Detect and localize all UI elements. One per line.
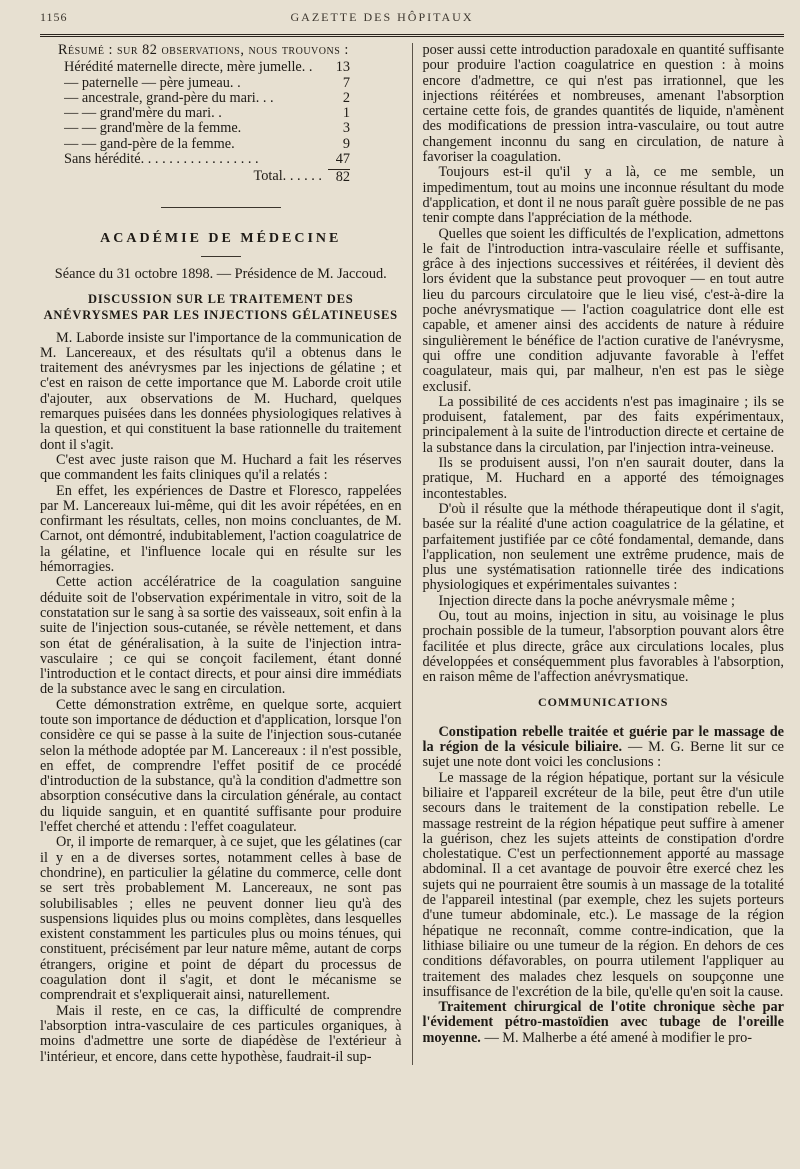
communications-title: COMMUNICATIONS xyxy=(538,695,669,710)
summary-total-value: 82 xyxy=(328,169,350,185)
left-column xyxy=(40,43,402,1065)
summary-label: — — grand'mère de la femme. xyxy=(64,121,242,137)
article-paragraph: Ils se produisent aussi, l'on n'en saurait douter, dans la pratique, M. Huchard en a apporté des témoignages incontestables. xyxy=(422,455,784,502)
communication-heading: Traitement chirurgical de l'otite chronique sèche par l'évidement pétro-mastoïdien avec tubage de l'oreille moyenne. xyxy=(422,999,784,1046)
communication-author: — M. Malherbe a été amené à modifier le pro- xyxy=(484,1029,752,1046)
communication-body: Le massage de la région hépatique, portant sur la vésicule biliaire et l'appareil excréteur de la bile, peut être d'un utile secours dans le traitement de la constipation rebelle. Le massage restreint de la région hépatique peut suffire à amener la guérison, chez les sujets atteints de constipation d'ordre cholestatique. C'est un perfectionnement apporté au massage abdominal. Il a cet avantage de pouvoir être exercé chez les sujets qui ne pourraient être soumis à un massage de la totalité de l'appareil intestinal (par exemple, chez les sujets porteurs d'une tumeur abdominale, etc.). Le massage de la région hépatique ne reconnaît, comme contre-indication, que la lithiase biliaire ou une tumeur de la région. En dehors de ces conditions défavorables, on pourra utilement l'appliquer au traitement des malades chez lesquels on soupçonne une insuffisance de l'excrétion de la bile, qu'elle qu'en soit la cause. xyxy=(422,769,784,1000)
summary-label: — — gand-père de la femme. xyxy=(64,136,235,152)
article-paragraph: D'où il résulte que la méthode thérapeutique dont il s'agit, basée sur la réalité d'une action coagulatrice de la gélatine, et parfaitement justifiée par ce côté fondamental, demande, dans l'application, non seulement une extrême prudence, mais de plus une systématisation rationnelle tirée des indications physiologiques et expérimentales suivantes : xyxy=(422,500,784,594)
summary-row xyxy=(64,60,350,75)
summary-label: — ancestrale, grand-père du mari. . . xyxy=(64,90,274,106)
summary-total-label: Total. . . . . . xyxy=(253,169,322,185)
session-line: Séance du 31 octobre 1898. — Présidence de M. Jaccoud. xyxy=(54,266,387,283)
article-paragraph: En effet, les expériences de Dastre et Floresco, rappelées par M. Lancereaux lui-même, qui dit les avoir répétées, en en confirmant les résultats, celles, non moins concluantes, de M. Carnot, ont démontré, indubitablement, l'action coagulatrice de la gélatine, et l'influence locale qui en résulte sur les hémorragies. xyxy=(40,482,402,576)
article-paragraph: Quelles que soient les difficultés de l'explication, admettons le fait de l'introduction intra-vasculaire réelle et suffisante, grâce à des injections successives et réitérées, il devient dès lors évident que la substance peut provoquer — en tout autre lieu du parcours circulatoire que le lieu visé, c'est-à-dire la poche anévrysmatique — l'action coagulatrice dont elle est capable, et amener ainsi des accidents de nature à réduire singulièrement le bénéfice de l'action curative de l'anévrysme, qui offre une condition adjuvante favorable à l'effet coagulateur, mais qui, par malheur, n'en est pas le siège exclusif. xyxy=(422,225,784,395)
two-column-body xyxy=(40,43,784,1065)
article-paragraph: Injection directe dans la poche anévrysmale même ; xyxy=(438,592,736,609)
summary-value: 2 xyxy=(342,89,350,106)
article-paragraph: Toujours est-il qu'il y a là, ce me semble, un impedimentum, tout au moins une inconnue résultant du mode d'application, et dont il ne nous paraît guère possible de ne pas tenir compte dans l'appréciation de la méthode. xyxy=(422,164,784,227)
summary-value: 13 xyxy=(335,59,350,76)
communication-entry xyxy=(422,1000,784,1046)
article-paragraph: La possibilité de ces accidents n'est pas imaginaire ; ils se produisent, fatalement, par des faits expérimentaux, principalement à la suite de l'introduction directe et certaine de la substance dans la circulation, par l'injection intra-veineuse. xyxy=(422,393,784,456)
article-paragraph: Cette démonstration extrême, en quelque sorte, acquiert toute son importance de déduction et d'application, lorsque l'on considère ce qui se passe à la suite de l'injection sous-cutanée selon la méthode adoptée par M. Lancereaux : il n'est possible, en effet, de comprendre l'effet positif de ce procédé d'introduction de la substance, qu'à la condition d'admettre son absorption consécutive dans la circulation générale, au contact du liquide sanguin, et en quantité suffisante pour produire l'effet cherché et attendu : l'effet coagulateur. xyxy=(40,696,402,836)
article-paragraph: M. Laborde insiste sur l'importance de la communication de M. Lancereaux, et des résultats qu'il a obtenus dans le traitement des anévrysmes par les injections de gélatine ; et c'est en raison de cette importance que M. Laborde croit utile d'ajouter, aux observations de M. Huchard, quelques remarques puisées dans les données physiologiques relatives à la question, et qui constituent la base rationnelle du traitement dont il s'agit. xyxy=(40,329,402,453)
column-divider xyxy=(412,43,413,1065)
summary-value: 3 xyxy=(342,120,350,137)
journal-title: GAZETTE DES HÔPITAUX xyxy=(290,9,474,24)
communication-author: — M. G. Berne lit sur ce sujet une note dont voici les conclusions : xyxy=(422,739,785,771)
article-paragraph: Or, il importe de remarquer, à ce sujet, que les gélatines (car il y en a de diverses sortes, notamment celles à base de chondrine), en particulier la gélatine du commerce, celle dont se sert très probablement M. Lancereaux, ne sont pas solubilisables ; elles ne peuvent donner lieu qu'à des suspensions liquides plus ou moins complètes, dans lesquelles existent constamment les particules plus ou moins ténues, qui constituent, précisément par leur nature même, autant de corps étrangers, origine et point de départ du processus de coagulation dont il s'agit, et dont le mécanisme se comprendrait et s'expliquerait ainsi, naturellement. xyxy=(40,834,402,1004)
page-number: 1156 xyxy=(40,9,68,24)
summary-row xyxy=(64,152,350,167)
summary-label: — paternelle — père jumeau. . xyxy=(64,75,241,91)
summary-row xyxy=(64,76,350,91)
summary-value: 7 xyxy=(342,74,350,91)
short-rule xyxy=(201,256,241,257)
section-ornament xyxy=(40,200,402,215)
header-rule xyxy=(40,34,784,37)
summary-row xyxy=(64,137,350,152)
discussion-heading: DISCUSSION SUR LE TRAITEMENT DES ANÉVRYSMES PAR LES INJECTIONS GÉLATINEUSES xyxy=(43,291,398,322)
page-header xyxy=(40,8,784,26)
right-column xyxy=(422,43,784,1065)
summary-value: 47 xyxy=(335,151,350,168)
summary-label: — — grand'mère du mari. . xyxy=(64,106,222,122)
summary-title: Résumé : sur 82 observations, nous trouvons : xyxy=(58,42,349,58)
summary-row xyxy=(64,106,350,121)
summary-label: Sans hérédité. . . . . . . . . . . . . . . . . xyxy=(64,152,259,168)
summary-value: 1 xyxy=(342,105,350,122)
academie-title: ACADÉMIE DE MÉDECINE xyxy=(100,230,342,246)
article-paragraph: C'est avec juste raison que M. Huchard a fait les réserves que commandent les faits cliniques qu'il a relatés : xyxy=(40,451,402,484)
summary-row xyxy=(64,91,350,106)
article-paragraph: Cette action accélératrice de la coagulation sanguine déduite soit de l'observation expérimentale in vitro, soit de la constatation sur le sang à sa sortie des vaisseaux, soit enfin à la suite de l'injection sous-cutanée, se révèle nettement, et dans son état de généralisation, à la suite de l'injection intra-vasculaire ; ce qui se conçoit facilement, étant donné l'introduction et le contact directs, et pour ainsi dire immédiats de la substance avec le sang en circulation. xyxy=(40,574,402,698)
summary-value: 9 xyxy=(342,135,350,152)
article-paragraph: Ou, tout au moins, injection in situ, au voisinage le plus prochain possible de la tumeur, l'absorption pouvant alors être facilitée et plus directe, grâce aux circulations locales, plus développées et conséquemment plus favorables à l'absorption, en raison même de l'affection anévrysmatique. xyxy=(422,607,784,686)
article-paragraph: Mais il reste, en ce cas, la difficulté de comprendre l'absorption intra-vasculaire de ces particules organiques, à moins d'admettre une sorte de diapédèse de l'extérieur à l'intérieur, et encore, dans cette hypothèse, faudrait-il sup- xyxy=(40,1002,402,1065)
communication-entry xyxy=(422,725,784,771)
summary-row xyxy=(64,121,350,136)
communication-heading: Constipation rebelle traitée et guérie par le massage de la région de la vésicule biliaire. xyxy=(422,723,784,756)
summary-label: Hérédité maternelle directe, mère jumelle. . xyxy=(64,60,313,76)
summary-total-row xyxy=(64,169,350,185)
article-paragraph: poser aussi cette introduction paradoxale en quantité suffisante pour produire l'action coagulatrice en question : à moins encore d'admettre, ce qui n'est pas irrationnel, que les injections réitérées et nombreuses, amenant l'absorption certaine cette fois, de grandes quantités de liquide, n'amènent des modifications de pression intra-vasculaire, ou tout autre changement inconnu du sang en circulation, de nature à favoriser la coagulation. xyxy=(422,42,784,166)
summary-table xyxy=(64,60,350,185)
